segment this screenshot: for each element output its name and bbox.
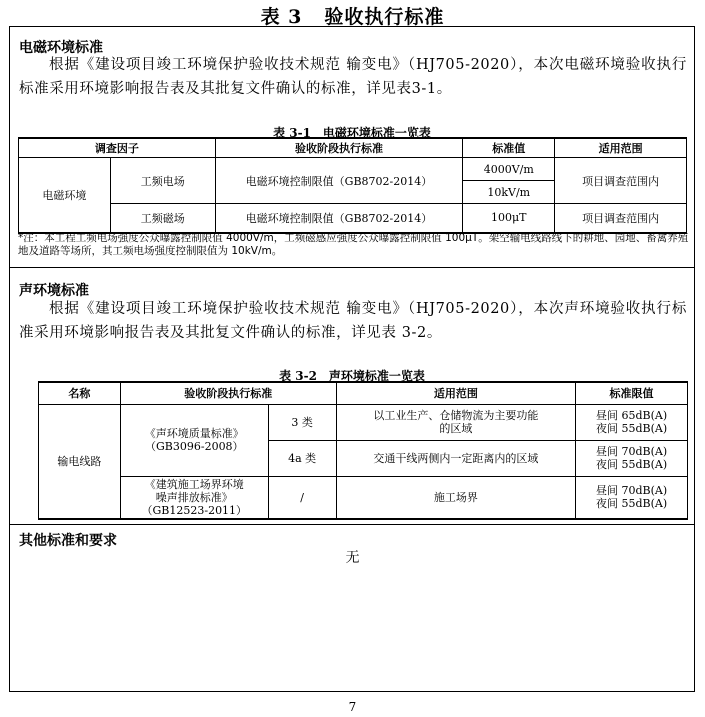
section-heading-em: 电磁环境标准 <box>19 40 103 56</box>
section-heading-noise: 声环境标准 <box>19 283 89 299</box>
table-em-standards <box>18 137 687 234</box>
section-heading-other: 其他标准和要求 <box>19 533 117 549</box>
scope-cell: 项目调查范围内 <box>555 204 687 233</box>
table-noise-standards <box>38 381 688 520</box>
category-cell: 电磁环境 <box>19 158 111 233</box>
paragraph-em: 根据《建设项目竣工环境保护验收技术规范 输变电》（HJ705-2020），本次电磁环境验收执行标准采用环境影响报告表及其批复文件确认的标准，详见表3-1。 <box>19 57 687 97</box>
table-title: 验收执行标准 <box>324 6 445 28</box>
section-divider <box>10 267 694 268</box>
standards-frame <box>9 26 695 692</box>
value-cell: 10kV/m <box>463 181 555 204</box>
header-scope: 适用范围 <box>555 138 687 158</box>
table-caption-noise: 表 3-2 声环境标准一览表 <box>279 369 425 383</box>
scope-cell: 交通干线两侧内一定距离内的区域 <box>336 440 576 476</box>
name-cell: 输电线路 <box>39 404 121 519</box>
section-divider <box>10 524 694 525</box>
header-name: 名称 <box>39 382 121 404</box>
limit-cell: 昼间 65dB(A) 夜间 55dB(A) <box>576 404 688 440</box>
em-note: *注：本工程工频电场强度公众曝露控制限值 4000V/m，工频磁感应强度公众曝露控制限值 100μT。架空输电线路线下的耕地、园地、畜禽养殖地及道路等场所，其工频电场强度控制限值为 10kV/m。 <box>18 232 689 257</box>
limit-cell: 昼间 70dB(A) 夜间 55dB(A) <box>576 476 688 519</box>
header-limit: 标准限值 <box>576 382 688 404</box>
scope-cell: 以工业生产、仓储物流为主要功能 的区域 <box>336 404 576 440</box>
standard-cell: 《建筑施工场界环境 噪声排放标准》 （GB12523-2011） <box>120 476 268 519</box>
standard-cell: 电磁环境控制限值（GB8702-2014） <box>215 204 463 233</box>
factor-cell: 工频电场 <box>110 158 215 204</box>
scope-cell: 施工场界 <box>336 476 576 519</box>
scope-cell: 项目调查范围内 <box>555 158 687 204</box>
other-standards-value: 无 <box>345 550 360 566</box>
class-cell: / <box>268 476 336 519</box>
class-cell: 3 类 <box>268 404 336 440</box>
table-number: 表 3 <box>260 6 303 28</box>
table-caption-em: 表 3-1 电磁环境标准一览表 <box>273 126 431 140</box>
value-cell: 4000V/m <box>463 158 555 181</box>
standard-cell: 电磁环境控制限值（GB8702-2014） <box>215 158 463 204</box>
header-scope: 适用范围 <box>336 382 576 404</box>
factor-cell: 工频磁场 <box>110 204 215 233</box>
page-number: 7 <box>348 700 357 714</box>
class-cell: 4a 类 <box>268 440 336 476</box>
header-standard: 验收阶段执行标准 <box>215 138 463 158</box>
header-factor: 调查因子 <box>19 138 216 158</box>
limit-cell: 昼间 70dB(A) 夜间 55dB(A) <box>576 440 688 476</box>
page-title <box>0 2 705 29</box>
value-cell: 100μT <box>463 204 555 233</box>
standard-cell: 《声环境质量标准》 （GB3096-2008） <box>120 404 268 476</box>
paragraph-noise: 根据《建设项目竣工环境保护验收技术规范 输变电》（HJ705-2020），本次声环境验收执行标准采用环境影响报告表及其批复文件确认的标准，详见表 3-2。 <box>19 301 687 341</box>
header-standard: 验收阶段执行标准 <box>120 382 336 404</box>
header-value: 标准值 <box>463 138 555 158</box>
